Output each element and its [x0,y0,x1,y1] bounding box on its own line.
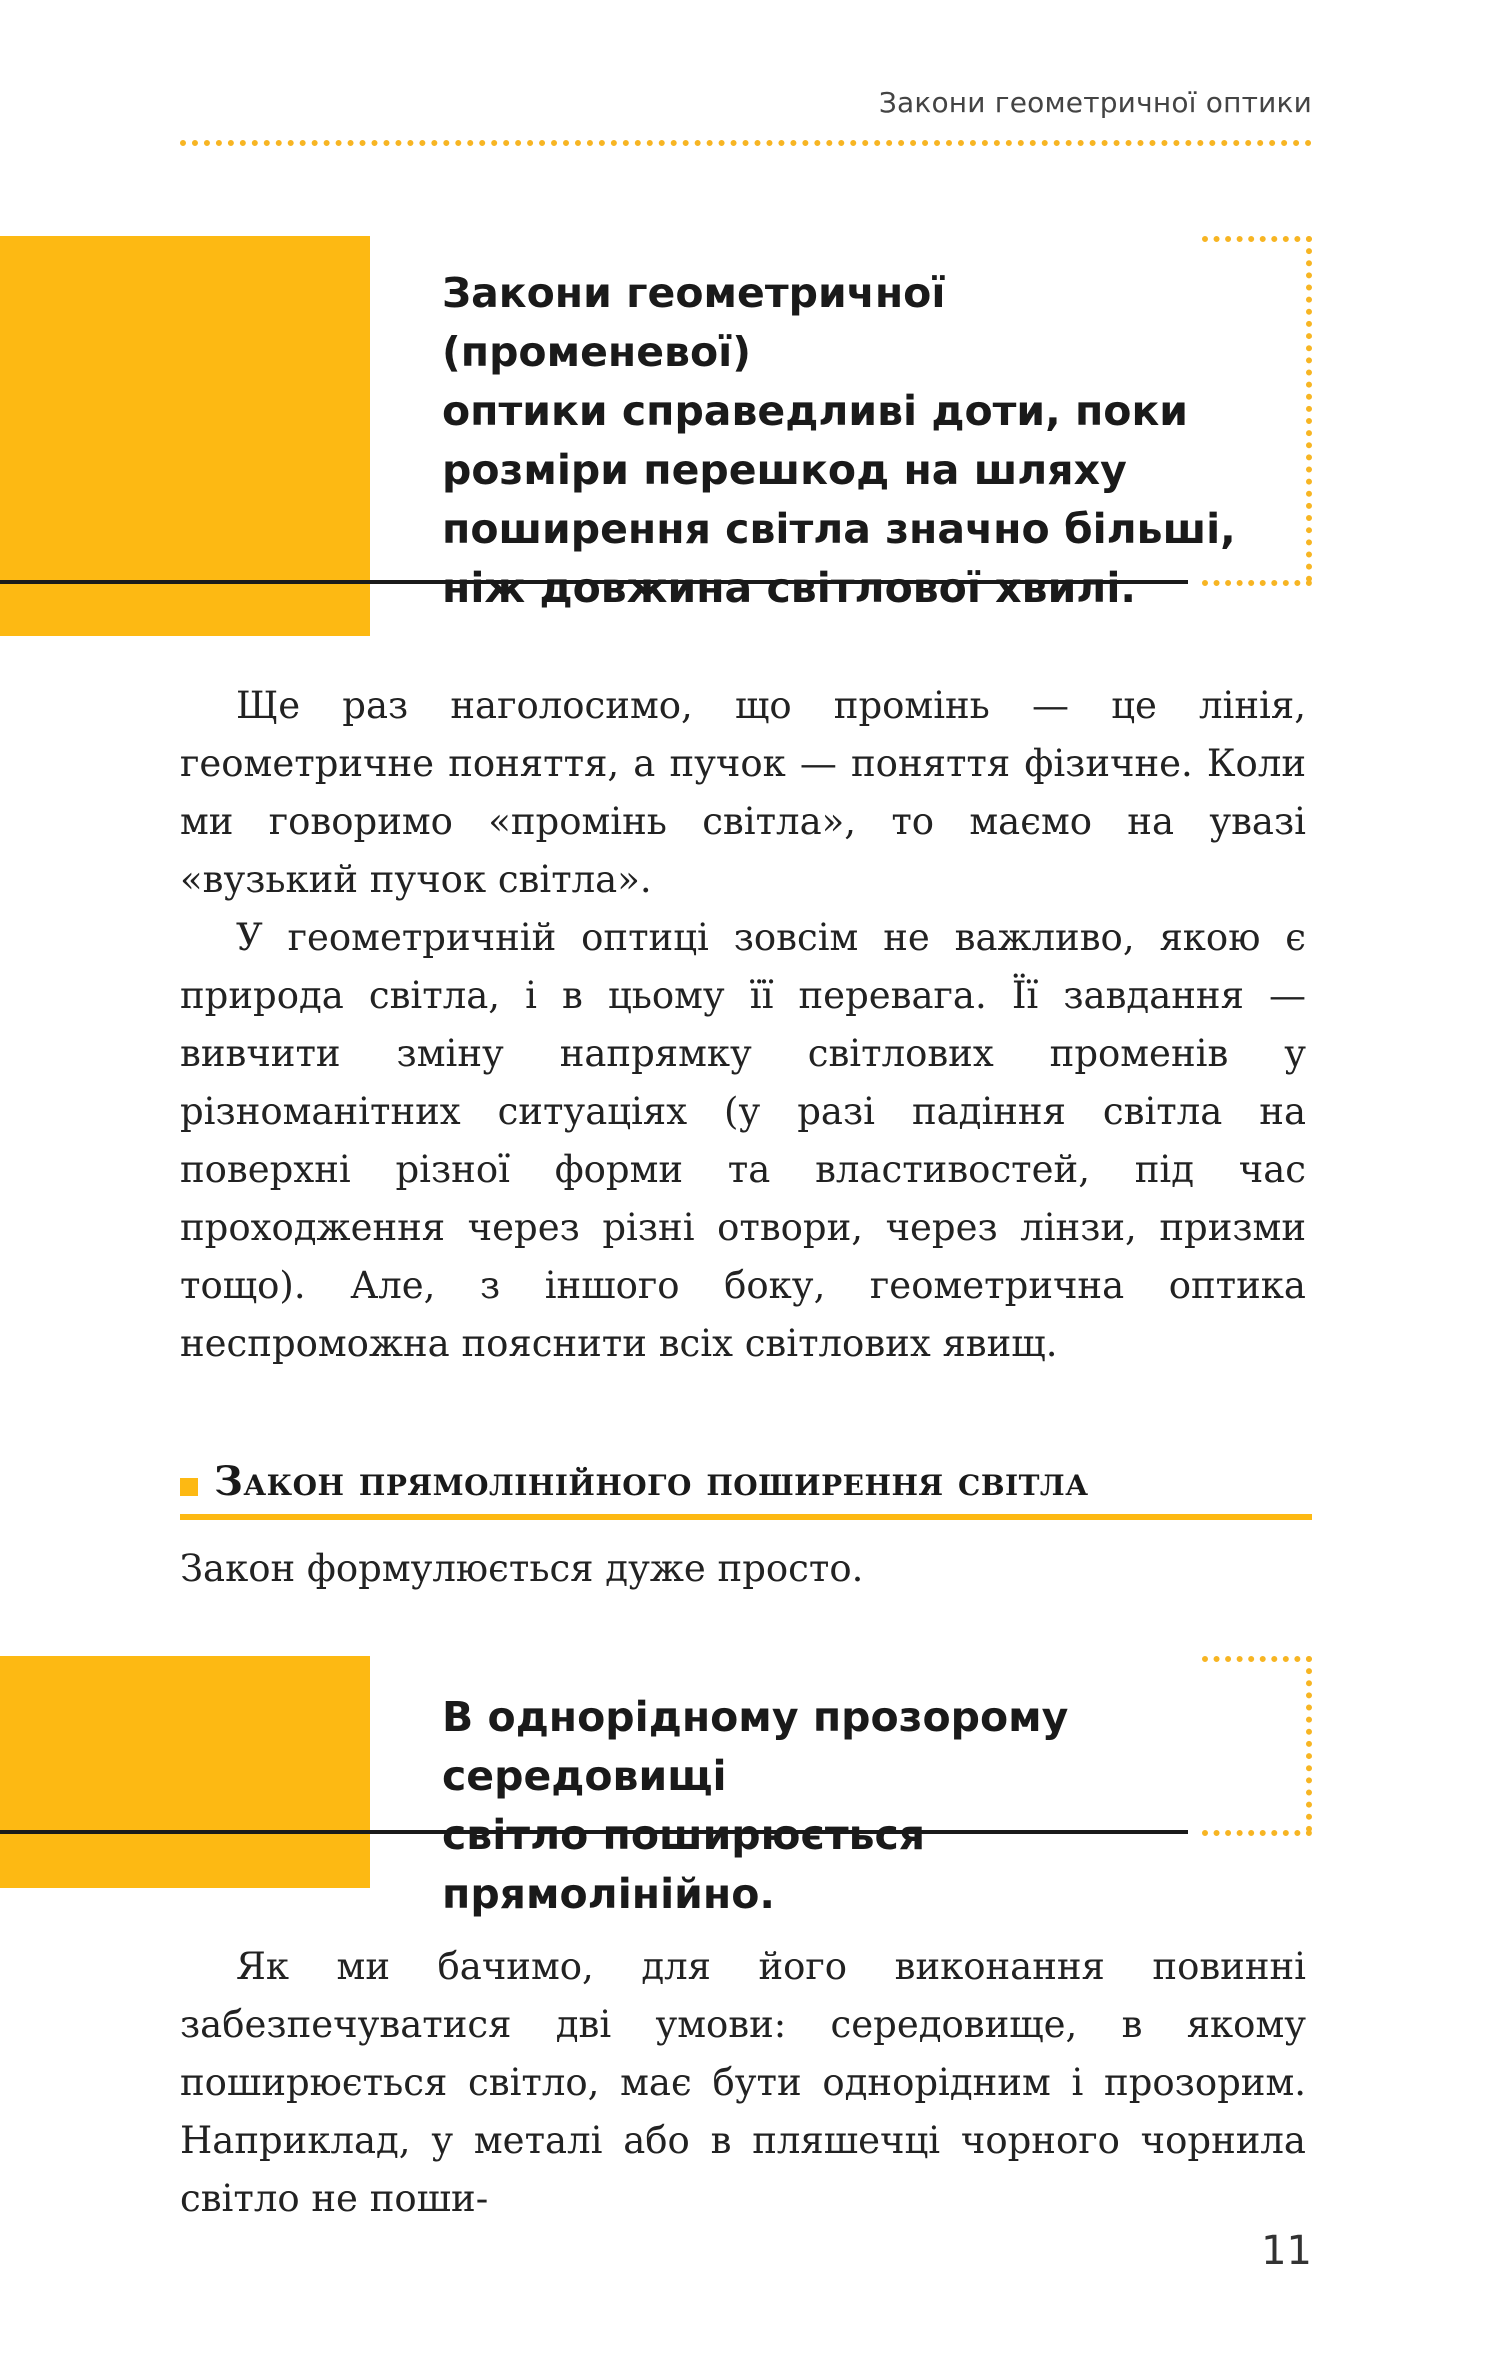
body-text-block [180,677,1306,1373]
callout-line: оптики справедливі доти, поки [442,387,1189,435]
callout-dotted-border-right [1306,1656,1312,1832]
callout-line: Закони геометричної (променевої) [442,269,946,376]
paragraph: У геометричній оптиці зовсім не важливо, якою є природа світла, і в цьому її перевага. Її завдання — вивчити зміну напрямку світлових променів у різноманітних ситуаціях (у разі падіння світла на поверхні різної форми та властивостей, під час проходження через різні отвори, через лінзи, призми тощо). Але, з іншого боку, геометрична оптика неспроможна пояснити всіх світлових явищ. [180,916,1306,1365]
paragraph: Як ми бачимо, для його виконання повинні забезпечуватися дві умови: середовище, в якому поширюється світло, має бути однорідним і прозорим. Наприклад, у металі або в пляшечці чорного чорнила світло не поши- [180,1945,1306,2220]
page-number: 11 [1261,2228,1312,2274]
callout-accent-block [0,236,370,636]
callout-line: В однорідному прозорому середовищі [442,1693,1069,1800]
callout-text [442,1688,1242,1924]
section-heading [180,1458,1306,1514]
callout-line: ніж довжина світлової хвилі. [442,564,1136,612]
callout-dotted-border-right [1306,236,1312,582]
definition-callout-geometric-optics [0,236,1312,636]
law-callout-rectilinear-propagation [0,1656,1312,1918]
heading-underline [180,1514,1312,1520]
running-header: Закони геометричної оптики [878,86,1312,119]
heading-square-bullet-icon [180,1478,198,1496]
callout-dotted-border-top [1202,236,1312,242]
callout-accent-block [0,1656,370,1888]
section-heading-text: Закон прямолінійного поширення світла [214,1458,1089,1505]
header-dotted-rule [180,140,1312,146]
callout-dotted-border-top [1202,1656,1312,1662]
callout-line: розміри перешкод на шляху [442,446,1127,494]
callout-line: світло поширюється прямолінійно. [442,1811,926,1918]
paragraph: Ще раз наголосимо, що промінь — це лінія, геометричне поняття, а пучок — поняття фізичне. Коли ми говоримо «промінь світла», то маємо на увазі «вузький пучок світла». [180,684,1306,901]
callout-text [442,264,1242,618]
callout-line: поширення світла значно більші, [442,505,1236,553]
body-text-block [180,1938,1306,2228]
section-intro: Закон формулюється дуже просто. [180,1547,864,1590]
